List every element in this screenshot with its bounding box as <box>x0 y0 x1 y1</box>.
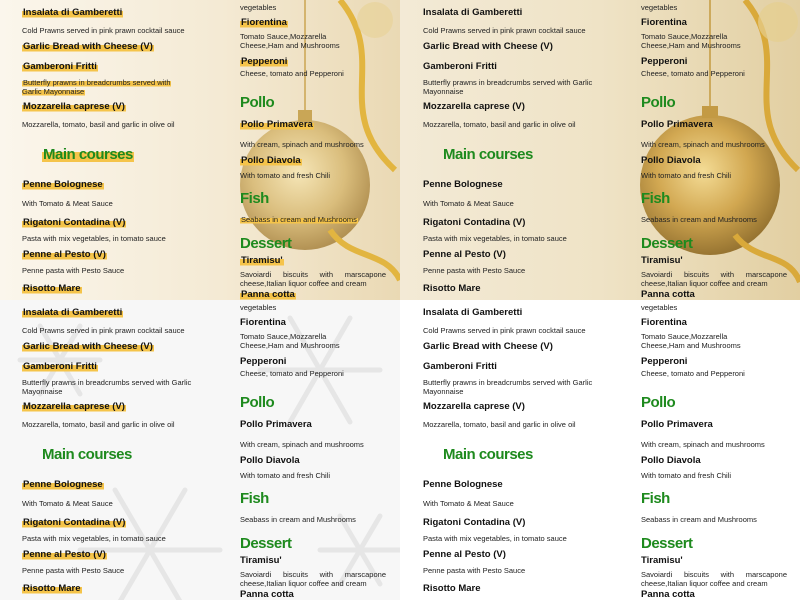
menu-panel-snow-highlight <box>0 300 400 600</box>
menu-item-name: Mozzarella caprese (V) <box>423 401 525 412</box>
menu-item-name: Mozzarella caprese (V) <box>23 401 125 412</box>
menu-item-name: Insalata di Gamberetti <box>423 307 523 318</box>
menu-item-name: Pollo Diavola <box>240 455 300 466</box>
menu-item-name: Mozzarella caprese (V) <box>423 101 525 112</box>
menu-item-desc: Tomato Sauce,Mozzarella Cheese,Ham and Mushrooms <box>641 332 741 350</box>
menu-item-name: Penne Bolognese <box>23 479 103 490</box>
menu-item-desc: Cold Prawns served in pink prawn cocktail sauce <box>423 26 586 35</box>
menu-item-name: Gamberoni Fritti <box>23 61 97 72</box>
section-heading-main: Main courses <box>443 446 533 463</box>
menu-item-desc: Savoiardi biscuits with marscapone cheese,Italian liquor coffee and cream <box>240 570 386 588</box>
menu-item-name: Pollo Primavera <box>641 119 713 130</box>
menu-item-desc: With Tomato & Meat Sauce <box>22 499 113 508</box>
menu-panel-gold-highlight <box>0 0 400 300</box>
menu-item-name: Insalata di Gamberetti <box>23 7 123 18</box>
menu-item-desc: vegetables <box>240 303 277 312</box>
menu-item-name: Fiorentina <box>240 317 286 328</box>
menu-item-name: Pollo Primavera <box>641 419 713 430</box>
menu-item-name: Pepperoni <box>641 56 688 67</box>
menu-item-desc: With tomato and fresh Chili <box>240 471 331 480</box>
menu-item-name: Penne al Pesto (V) <box>23 549 106 560</box>
menu-item-desc: With cream, spinach and mushrooms <box>240 140 364 149</box>
menu-item-desc: Mozzarella, tomato, basil and garlic in olive oil <box>423 120 576 129</box>
menu-item-name: Panna cotta <box>240 589 294 600</box>
menu-item-desc: Seabass in cream and Mushrooms <box>241 215 357 224</box>
menu-item-desc: Cheese, tomato and Pepperoni <box>240 369 344 378</box>
section-heading-pollo: Pollo <box>641 94 676 111</box>
menu-item-desc: With tomato and fresh Chili <box>641 171 732 180</box>
section-heading-fish: Fish <box>240 490 269 507</box>
menu-item-name: Risotto Mare <box>23 583 81 594</box>
section-heading-dessert: Dessert <box>641 235 693 252</box>
menu-item-desc: Cold Prawns served in pink prawn cocktail sauce <box>22 326 185 335</box>
menu-item-name: Penne Bolognese <box>423 479 503 490</box>
menu-item-name: Pollo Diavola <box>641 455 701 466</box>
menu-item-name: Penne Bolognese <box>423 179 503 190</box>
menu-item-desc: Butterfly prawns in breadcrumbs served with Garlic Mayonnaise <box>423 378 593 396</box>
menu-item-name: Garlic Bread with Cheese (V) <box>423 341 553 352</box>
menu-item-name: Penne al Pesto (V) <box>423 249 506 260</box>
menu-item-name: Pollo Diavola <box>241 155 301 166</box>
menu-item-desc: Seabass in cream and Mushrooms <box>641 215 757 224</box>
menu-item-desc: Cheese, tomato and Pepperoni <box>240 69 344 78</box>
menu-item-name: Rigatoni Contadina (V) <box>23 517 126 528</box>
menu-item-name: Gamberoni Fritti <box>23 361 97 372</box>
menu-panel-plain <box>400 300 800 600</box>
menu-item-desc: Savoiardi biscuits with marscapone cheese,Italian liquor coffee and cream <box>641 270 787 288</box>
menu-item-name: Risotto Mare <box>23 283 81 294</box>
menu-item-name: Panna cotta <box>641 289 695 300</box>
menu-item-name: Pollo Primavera <box>241 119 313 130</box>
section-heading-pollo: Pollo <box>641 394 676 411</box>
menu-item-name: Rigatoni Contadina (V) <box>423 217 526 228</box>
menu-item-name: Fiorentina <box>641 317 687 328</box>
section-heading-fish: Fish <box>641 190 670 207</box>
menu-item-desc: With tomato and fresh Chili <box>641 471 732 480</box>
menu-item-desc: With Tomato & Meat Sauce <box>423 199 514 208</box>
menu-item-name: Risotto Mare <box>423 583 481 594</box>
section-heading-pollo: Pollo <box>240 94 275 111</box>
section-heading-main: Main courses <box>443 146 533 163</box>
menu-item-desc: Tomato Sauce,Mozzarella Cheese,Ham and Mushrooms <box>240 32 340 50</box>
menu-item-name: Panna cotta <box>241 289 295 300</box>
section-heading-fish: Fish <box>641 490 670 507</box>
menu-item-desc: With cream, spinach and mushrooms <box>240 440 364 449</box>
menu-item-desc: Butterfly prawns in breadcrumbs served with Garlic Mayonnaise <box>22 78 171 96</box>
menu-item-desc: Mozzarella, tomato, basil and garlic in olive oil <box>423 420 576 429</box>
menu-item-desc: vegetables <box>240 3 277 12</box>
menu-item-name: Panna cotta <box>641 589 695 600</box>
menu-item-desc: Penne pasta with Pesto Sauce <box>423 266 526 275</box>
menu-item-desc: Mozzarella, tomato, basil and garlic in olive oil <box>22 420 175 429</box>
menu-item-desc: Butterfly prawns in breadcrumbs served with Garlic Mayonnaise <box>22 378 192 396</box>
section-heading-pollo: Pollo <box>240 394 275 411</box>
menu-item-name: Pepperoni <box>641 356 688 367</box>
menu-item-name: Penne al Pesto (V) <box>23 249 106 260</box>
menu-item-desc: With cream, spinach and mushrooms <box>641 140 765 149</box>
menu-item-desc: Cold Prawns served in pink prawn cocktail sauce <box>423 326 586 335</box>
menu-item-name: Insalata di Gamberetti <box>423 7 523 18</box>
menu-item-desc: Penne pasta with Pesto Sauce <box>22 266 125 275</box>
menu-item-desc: Mozzarella, tomato, basil and garlic in olive oil <box>22 120 175 129</box>
menu-item-desc: vegetables <box>641 303 678 312</box>
menu-item-desc: Pasta with mix vegetables, in tomato sauce <box>22 534 166 543</box>
menu-item-name: Risotto Mare <box>423 283 481 294</box>
section-heading-dessert: Dessert <box>240 535 292 552</box>
menu-item-name: Penne al Pesto (V) <box>423 549 506 560</box>
menu-item-desc: Penne pasta with Pesto Sauce <box>22 566 125 575</box>
menu-item-name: Pepperoni <box>241 56 288 67</box>
menu-item-desc: Seabass in cream and Mushrooms <box>641 515 757 524</box>
menu-item-name: Insalata di Gamberetti <box>23 307 123 318</box>
menu-item-desc: Savoiardi biscuits with marscapone cheese,Italian liquor coffee and cream <box>641 570 787 588</box>
menu-item-name: Garlic Bread with Cheese (V) <box>423 41 553 52</box>
section-heading-fish: Fish <box>240 190 269 207</box>
menu-item-name: Tiramisu' <box>241 255 283 266</box>
menu-item-name: Fiorentina <box>641 17 687 28</box>
menu-item-name: Tiramisu' <box>641 555 683 566</box>
menu-item-name: Mozzarella caprese (V) <box>23 101 125 112</box>
menu-item-desc: Cold Prawns served in pink prawn cocktail sauce <box>22 26 185 35</box>
menu-item-name: Tiramisu' <box>240 555 282 566</box>
menu-item-desc: Cheese, tomato and Pepperoni <box>641 369 745 378</box>
menu-item-name: Pollo Diavola <box>641 155 701 166</box>
menu-item-desc: Pasta with mix vegetables, in tomato sauce <box>423 234 567 243</box>
menu-item-name: Rigatoni Contadina (V) <box>23 217 126 228</box>
menu-item-name: Pollo Primavera <box>240 419 312 430</box>
menu-item-name: Gamberoni Fritti <box>423 61 497 72</box>
section-heading-dessert: Dessert <box>641 535 693 552</box>
menu-item-name: Penne Bolognese <box>23 179 103 190</box>
menu-item-desc: Savoiardi biscuits with marscapone cheese,Italian liquor coffee and cream <box>240 270 386 288</box>
menu-item-name: Pepperoni <box>240 356 287 367</box>
menu-item-name: Rigatoni Contadina (V) <box>423 517 526 528</box>
menu-item-desc: Penne pasta with Pesto Sauce <box>423 566 526 575</box>
menu-item-desc: Seabass in cream and Mushrooms <box>240 515 356 524</box>
section-heading-main: Main courses <box>43 146 133 163</box>
menu-item-desc: With Tomato & Meat Sauce <box>22 199 113 208</box>
menu-item-desc: Pasta with mix vegetables, in tomato sauce <box>22 234 166 243</box>
menu-item-name: Tiramisu' <box>641 255 683 266</box>
menu-panel-gold-plain <box>400 0 800 300</box>
menu-item-name: Fiorentina <box>241 17 287 28</box>
menu-item-desc: Butterfly prawns in breadcrumbs served with Garlic Mayonnaise <box>423 78 593 96</box>
menu-item-desc: Pasta with mix vegetables, in tomato sauce <box>423 534 567 543</box>
menu-item-desc: vegetables <box>641 3 678 12</box>
menu-item-name: Gamberoni Fritti <box>423 361 497 372</box>
menu-item-desc: Tomato Sauce,Mozzarella Cheese,Ham and Mushrooms <box>240 332 340 350</box>
menu-item-desc: Tomato Sauce,Mozzarella Cheese,Ham and Mushrooms <box>641 32 741 50</box>
menu-item-desc: With tomato and fresh Chili <box>240 171 331 180</box>
menu-item-desc: Cheese, tomato and Pepperoni <box>641 69 745 78</box>
menu-item-name: Garlic Bread with Cheese (V) <box>23 341 153 352</box>
section-heading-dessert: Dessert <box>240 235 292 252</box>
menu-item-name: Garlic Bread with Cheese (V) <box>23 41 153 52</box>
menu-item-desc: With Tomato & Meat Sauce <box>423 499 514 508</box>
menu-item-desc: With cream, spinach and mushrooms <box>641 440 765 449</box>
section-heading-main: Main courses <box>42 446 132 463</box>
